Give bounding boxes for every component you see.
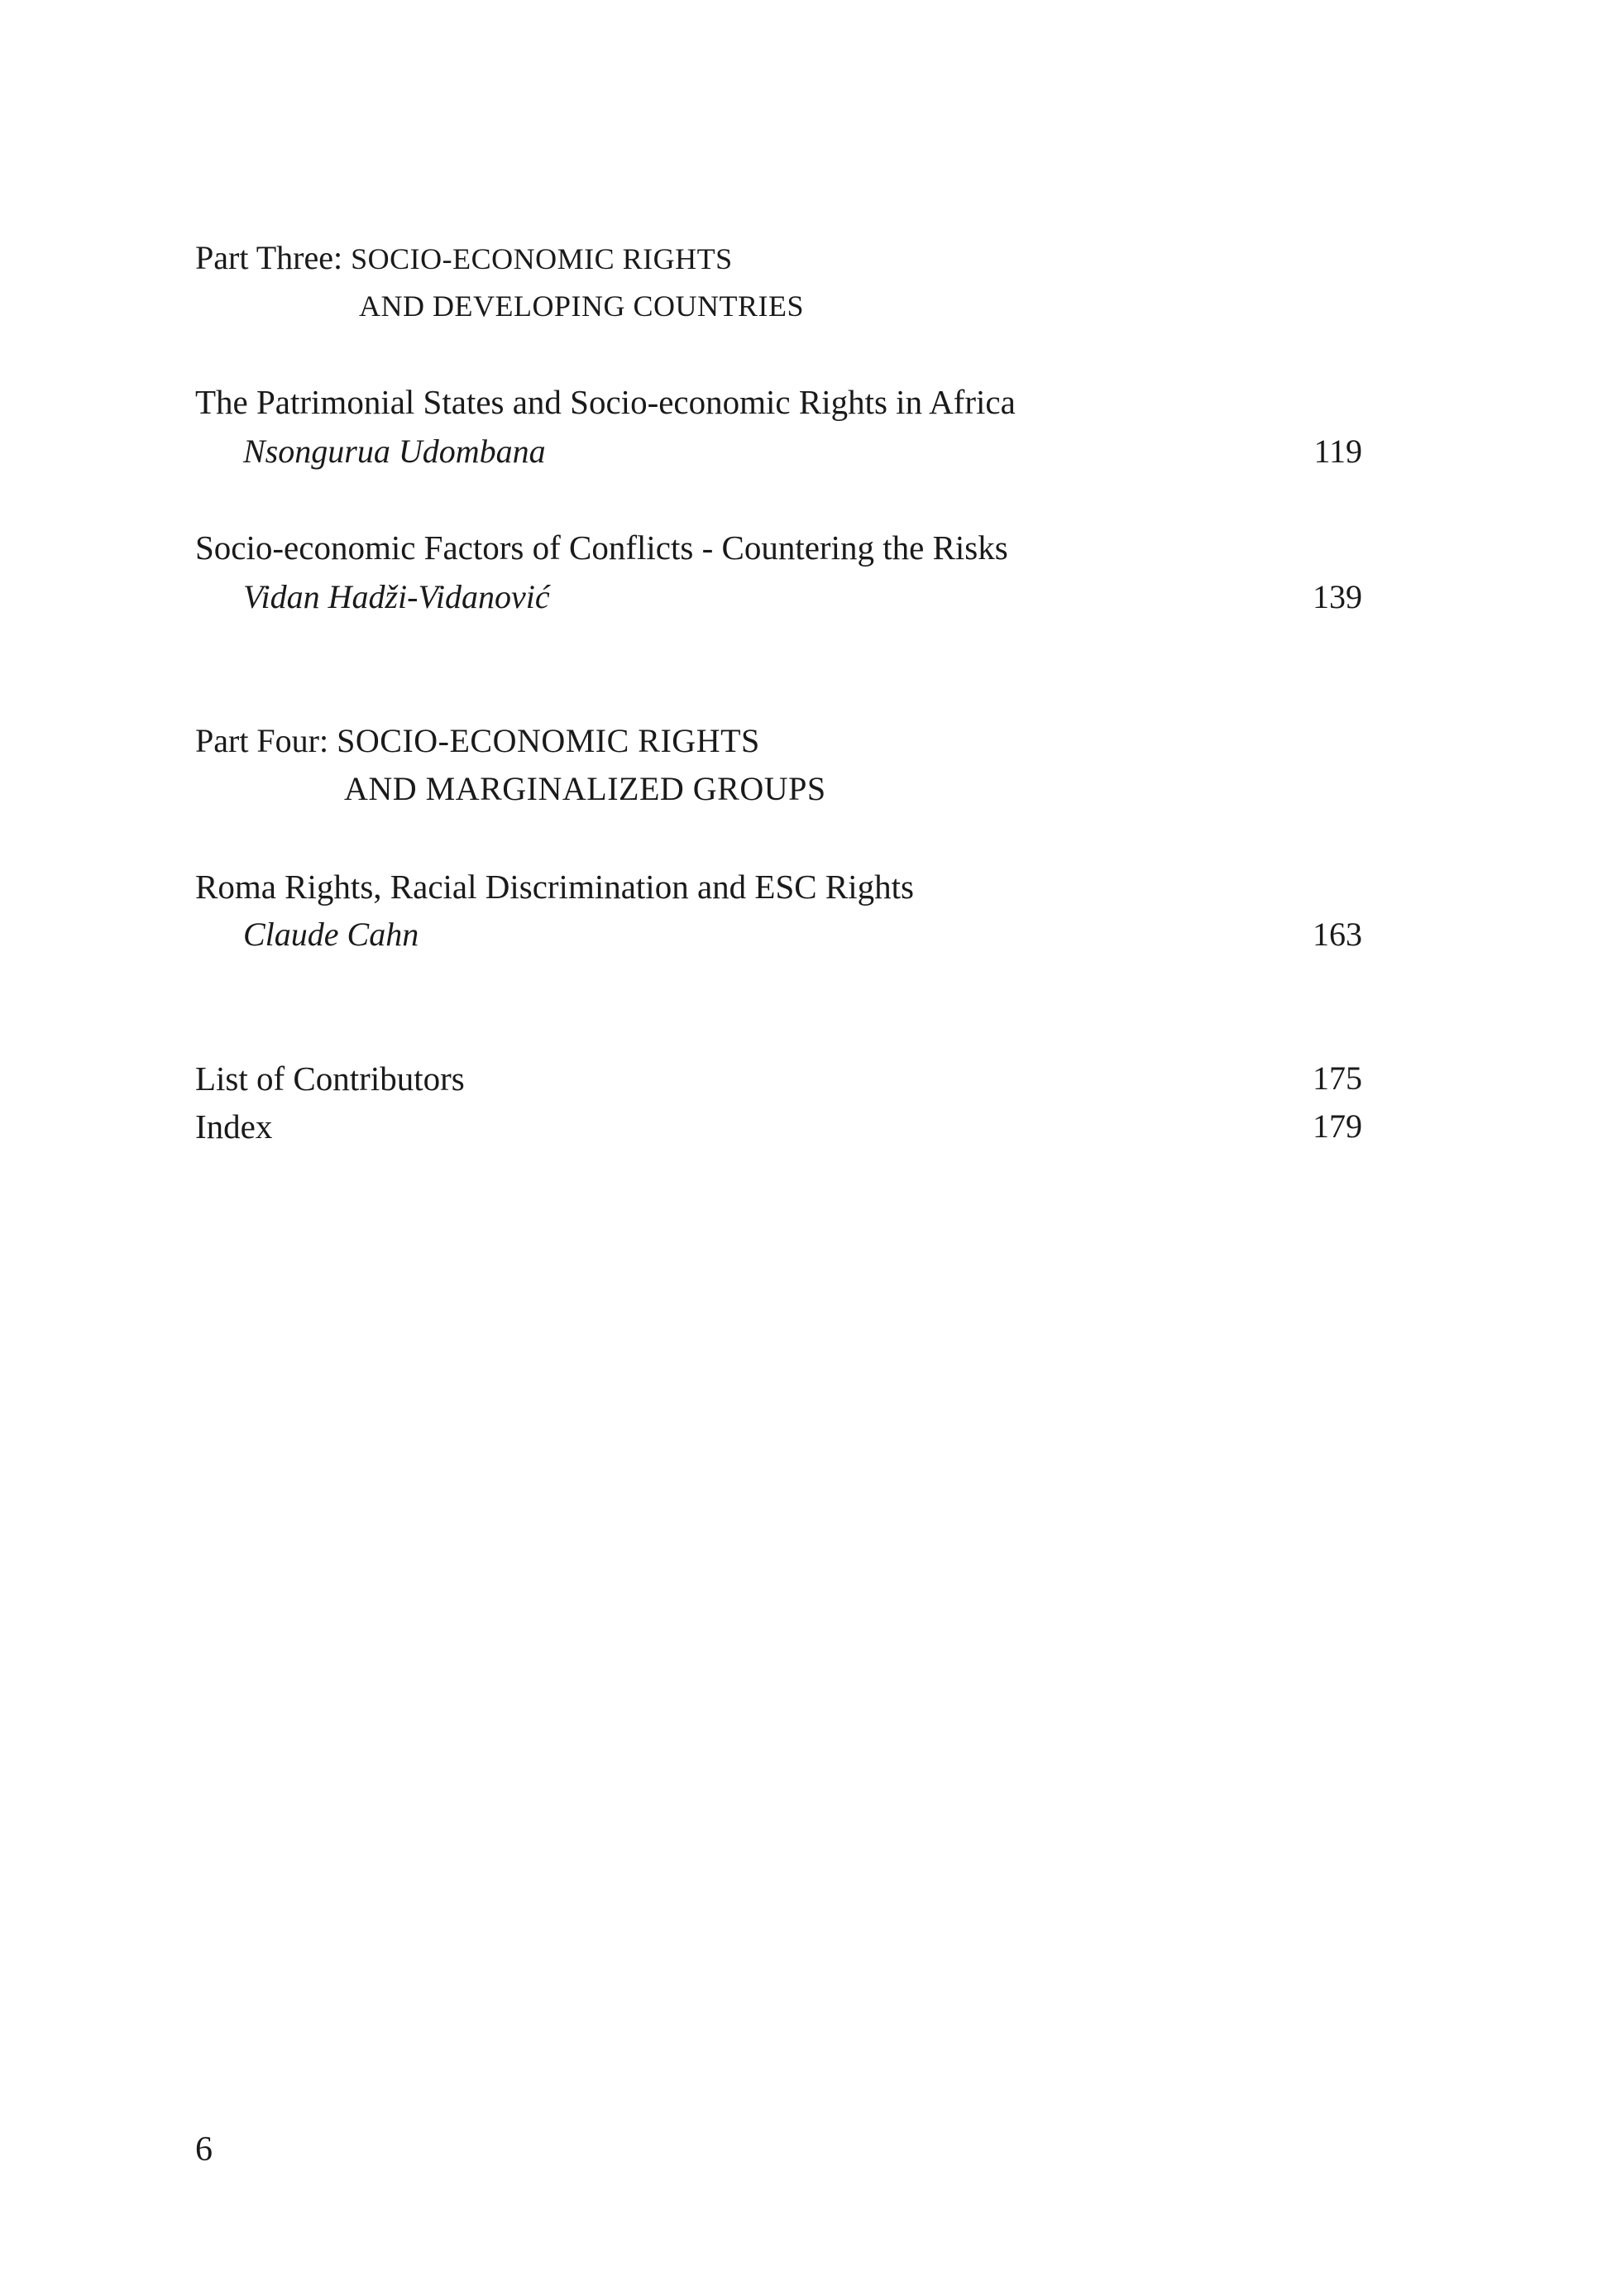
toc-entry-author: Claude Cahn	[243, 916, 419, 953]
part-four-title-line1: SOCIO-ECONOMIC RIGHTS	[337, 722, 760, 759]
page-number: 6	[195, 2131, 213, 2169]
toc-entry-author: Vidan Hadži-Vidanović	[243, 578, 550, 615]
part-three-title-line2: AND DEVELOPING COUNTRIES	[359, 289, 804, 323]
part-four-title-line2: AND MARGINALIZED GROUPS	[344, 770, 826, 807]
toc-entry-author: Nsongurua Udombana	[243, 433, 546, 470]
part-three-label: Part Three:	[195, 239, 343, 276]
toc-entry-page: 139	[1313, 578, 1362, 615]
part-three-heading	[195, 239, 733, 276]
toc-entry-page: 163	[1313, 916, 1362, 953]
part-three-title-line1: SOCIO-ECONOMIC RIGHTS	[351, 242, 733, 275]
part-four-heading	[195, 722, 760, 759]
toc-entry-title: Socio-economic Factors of Conflicts - Countering the Risks	[195, 529, 1008, 567]
toc-entry-title: Roma Rights, Racial Discrimination and ESC Rights	[195, 868, 914, 906]
toc-back-matter-title: Index	[195, 1107, 273, 1146]
part-four-label: Part Four:	[195, 722, 329, 759]
toc-back-matter-title: List of Contributors	[195, 1060, 465, 1098]
toc-entry-page: 119	[1313, 433, 1362, 470]
toc-entry-title: The Patrimonial States and Socio-economic Rights in Africa	[195, 383, 1016, 421]
toc-back-matter-page: 179	[1313, 1107, 1362, 1145]
toc-back-matter-page: 175	[1313, 1060, 1362, 1097]
